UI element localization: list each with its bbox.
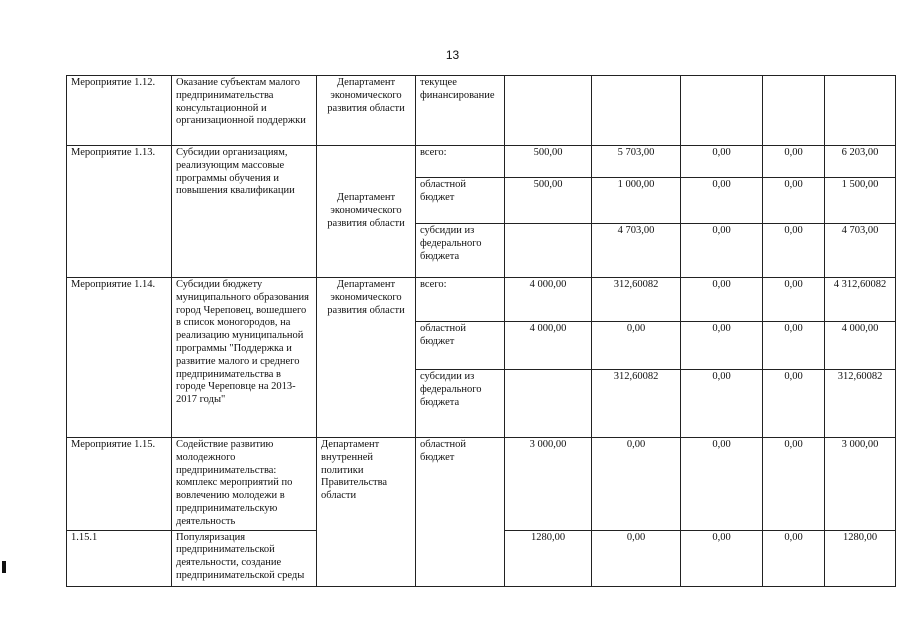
value-cell: 0,00 — [681, 224, 763, 278]
funding-source: текущее финансирование — [416, 76, 505, 146]
funding-source: всего: — [416, 146, 505, 178]
value-cell: 0,00 — [763, 146, 825, 178]
value-cell: 0,00 — [681, 278, 763, 322]
funding-source: областной бюджет — [416, 178, 505, 224]
value-cell: 3 000,00 — [505, 438, 592, 531]
table-row — [67, 76, 896, 146]
value-cell: 5 703,00 — [592, 146, 681, 178]
value-cell: 4 312,60082 — [825, 278, 896, 322]
value-cell: 0,00 — [681, 438, 763, 531]
value-cell — [825, 76, 896, 146]
value-cell: 3 000,00 — [825, 438, 896, 531]
value-cell: 0,00 — [763, 224, 825, 278]
activity-description: Субсидии бюджету муниципального образования город Череповец, вошедшего в список моногородов, на реализацию муниципальной программы "Поддержка и развитие малого и среднего предпринимательства в городе Череповце на 2013-2017 годы" — [172, 278, 317, 438]
value-cell: 0,00 — [763, 370, 825, 438]
funding-source: областной бюджет — [416, 438, 505, 587]
funding-source: областной бюджет — [416, 322, 505, 370]
value-cell: 0,00 — [592, 530, 681, 586]
value-cell: 0,00 — [592, 322, 681, 370]
value-cell: 0,00 — [763, 322, 825, 370]
department: Департамент экономического развития области — [317, 146, 416, 278]
value-cell: 4 703,00 — [825, 224, 896, 278]
value-cell: 1280,00 — [825, 530, 896, 586]
department: Департамент экономического развития области — [317, 76, 416, 146]
table-row — [67, 278, 896, 322]
value-cell: 0,00 — [681, 178, 763, 224]
value-cell: 4 000,00 — [505, 322, 592, 370]
funding-source: субсидии из федерального бюджета — [416, 224, 505, 278]
activity-description: Популяризация предпринимательской деятельности, создание предпринимательской среды — [172, 530, 317, 586]
department: Департамент экономического развития области — [317, 278, 416, 438]
value-cell — [592, 76, 681, 146]
value-cell: 0,00 — [681, 370, 763, 438]
value-cell: 0,00 — [681, 322, 763, 370]
value-cell: 6 203,00 — [825, 146, 896, 178]
value-cell: 0,00 — [763, 278, 825, 322]
value-cell: 1 000,00 — [592, 178, 681, 224]
activity-description: Оказание субъектам малого предпринимательства консультационной и организационной поддержки — [172, 76, 317, 146]
activity-code: Мероприятие 1.12. — [67, 76, 172, 146]
value-cell: 0,00 — [592, 438, 681, 531]
value-cell: 4 703,00 — [592, 224, 681, 278]
table-row — [67, 146, 896, 178]
value-cell: 4 000,00 — [505, 278, 592, 322]
scan-margin-mark — [2, 561, 6, 573]
activity-description: Субсидии организациям, реализующим массовые программы обучения и повышения квалификации — [172, 146, 317, 278]
value-cell: 500,00 — [505, 178, 592, 224]
funding-source: субсидии из федерального бюджета — [416, 370, 505, 438]
value-cell: 312,60082 — [592, 370, 681, 438]
department: Департамент внутренней политики Правительства области — [317, 438, 416, 587]
budget-table — [66, 75, 896, 587]
value-cell — [681, 76, 763, 146]
value-cell: 0,00 — [763, 178, 825, 224]
value-cell: 312,60082 — [592, 278, 681, 322]
activity-code: Мероприятие 1.15. — [67, 438, 172, 531]
value-cell — [505, 224, 592, 278]
value-cell: 0,00 — [681, 530, 763, 586]
value-cell: 312,60082 — [825, 370, 896, 438]
value-cell — [505, 370, 592, 438]
value-cell: 1280,00 — [505, 530, 592, 586]
value-cell: 0,00 — [763, 438, 825, 531]
activity-code: Мероприятие 1.13. — [67, 146, 172, 278]
value-cell: 0,00 — [763, 530, 825, 586]
activity-code: 1.15.1 — [67, 530, 172, 586]
value-cell: 500,00 — [505, 146, 592, 178]
value-cell: 0,00 — [681, 146, 763, 178]
value-cell — [505, 76, 592, 146]
table-row — [67, 438, 896, 531]
activity-code: Мероприятие 1.14. — [67, 278, 172, 438]
page-number: 13 — [445, 48, 460, 62]
value-cell — [763, 76, 825, 146]
activity-description: Содействие развитию молодежного предпринимательства: комплекс мероприятий по вовлечению молодежи в предпринимательскую деятельность — [172, 438, 317, 531]
value-cell: 4 000,00 — [825, 322, 896, 370]
funding-source: всего: — [416, 278, 505, 322]
value-cell: 1 500,00 — [825, 178, 896, 224]
